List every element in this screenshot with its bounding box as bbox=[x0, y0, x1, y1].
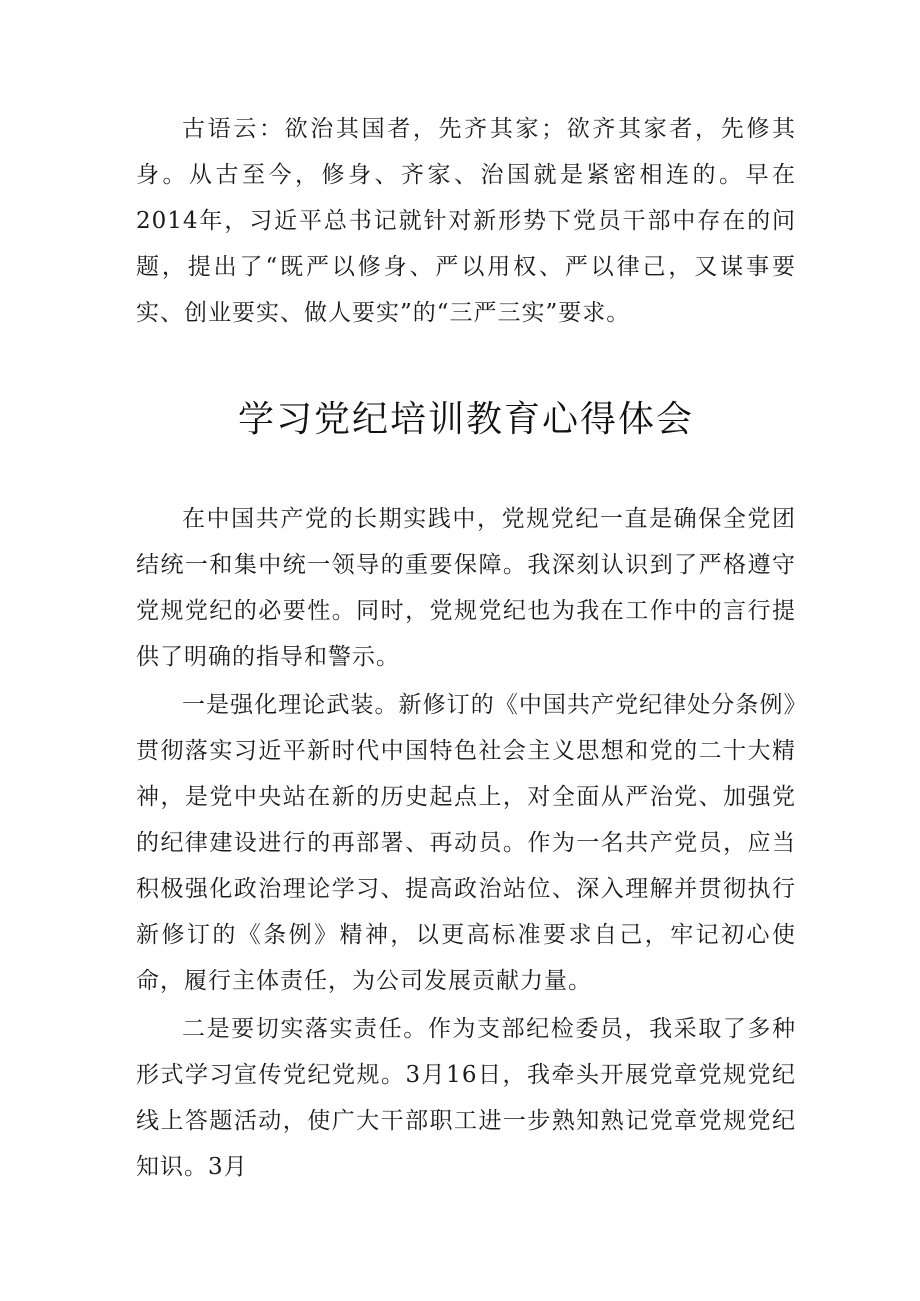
article-paragraph-2: 一是强化理论武装。新修订的《中国共产党纪律处分条例》贯彻落实习近平新时代中国特色社会主义思想和党的二十大精神，是党中央站在新的历史起点上，对全面从严治党、加强党的纪律建设进行的再部署、再动员。作为一名共产党员，应当积极强化政治理论学习、提高政治站位、深入理解并贯彻执行新修订的《条例》精神，以更高标准要求自己，牢记初心使命，履行主体责任，为公司发展贡献力量。 bbox=[136, 692, 796, 994]
intro-paragraph: 古语云：欲治其国者，先齐其家；欲齐其家者，先修其身。从古至今，修身、齐家、治国就是紧密相连的。早在2014年，习近平总书记就针对新形势下党员干部中存在的问题，提出了“既严以修身、严以用权、严以律己，又谋事要实、创业要实、做人要实”的“三严三实”要求。 bbox=[136, 116, 796, 326]
article-paragraph-3: 二是要切实落实责任。作为支部纪检委员，我采取了多种形式学习宣传党纪党规。3月16日，我牵头开展党章党规党纪线上答题活动，使广大干部职工进一步熟知熟记党章党规党纪知识。3月 bbox=[136, 1016, 796, 1180]
document-content bbox=[136, 106, 796, 1190]
article-title: 学习党纪培训教育心得体会 bbox=[237, 399, 694, 440]
article-paragraph-1: 在中国共产党的长期实践中，党规党纪一直是确保全党团结统一和集中统一领导的重要保障。我深刻认识到了严格遵守党规党纪的必要性。同时，党规党纪也为我在工作中的言行提供了明确的指导和警示。 bbox=[136, 506, 796, 670]
